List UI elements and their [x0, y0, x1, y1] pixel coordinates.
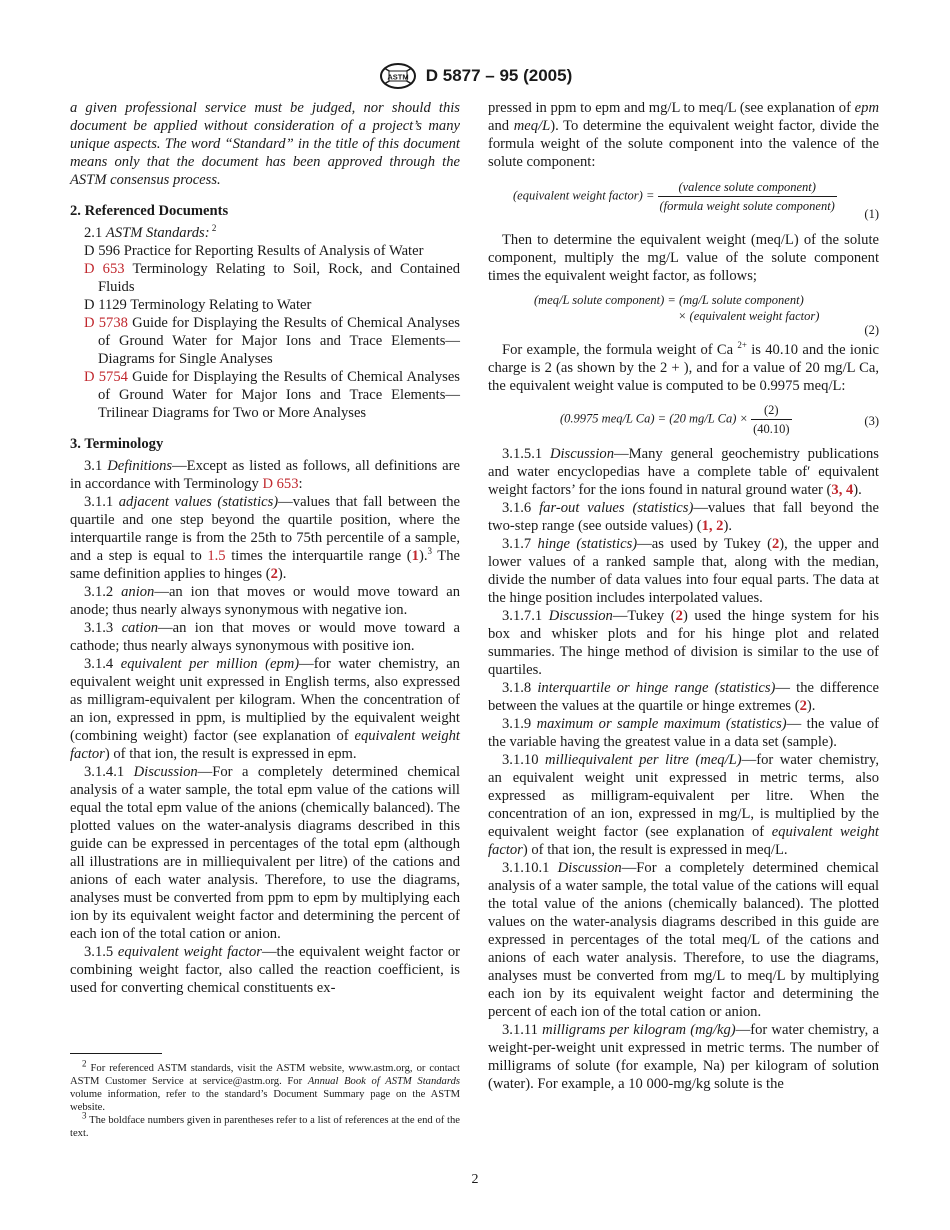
paragraph-example: For example, the formula weight of Ca $^{2+}$ is 40.10 and the ionic charge is 2 (as shown by the 2 + ), and for a value of 20 mg/L Ca, the equivalent weight value is computed to be 0.9975 meq/L: [488, 340, 879, 394]
equation-2-number: (2) [864, 323, 879, 337]
paragraph-3-1-8: 3.1.8 interquartile or hinge range (statistics)— the difference between the values at the quartile or hinge extremes (2). [488, 680, 880, 714]
ref-link-2[interactable]: 2 [270, 566, 278, 582]
footnote-rule [70, 1053, 162, 1054]
equation-1-number: (1) [864, 207, 879, 221]
footnotes [70, 1058, 460, 1140]
reference-d596: D 596 Practice for Reporting Results of Analysis of Water [84, 243, 424, 259]
footnote-3: $^3$ The boldface numbers given in parentheses refer to a list of references at the end of the text. [70, 1110, 460, 1139]
paragraph-3-1: 3.1 Definitions—Except as listed as follows, all definitions are in accordance with Terminology D 653: [70, 458, 460, 492]
paragraph-3-1-7: 3.1.7 hinge (statistics)—as used by Tukey (2), the upper and lower values of a ranked sample that, along with the median, divide the number of data values into four equal parts. The data at the hinge position includes interpolated values. [488, 536, 879, 606]
astm-logo-icon [378, 62, 418, 90]
paragraph-3-1-11: 3.1.11 milligrams per kilogram (mg/kg)—for water chemistry, a weight-per-weight unit expressed in metric terms. The number of milligrams of solute (for example, Na) per kilogram of solution (water). For example, a 10 000-mg/kg solute is the [488, 1022, 879, 1092]
paragraph-3-1-5-1: 3.1.5.1 Discussion—Many general geochemistry publications and water encyclopedias have a complete table of′ equivalent weight factors’ for the ions found in natural ground water (3, 4). [488, 446, 879, 498]
document-title: D 5877 – 95 (2005) [425, 66, 573, 85]
equation-2: (meq/L solute component) = (mg/L solute component) × (equivalent weight factor) (2) [534, 293, 879, 337]
equation-3: (0.9975 meq/L Ca) = (20 mg/L Ca) × $\frac{(2)}{(40.10)}$ (3) [560, 403, 879, 436]
paragraph-3-1-4-1: 3.1.4.1 Discussion—For a completely determined chemical analysis of a water sample, the total epm value of the cations will equal the total epm value of the anions (chemically balanced). The plotted values on the water-analysis diagrams described in this guide can be expressed in percentages of the total epm (although all illustrations are in milliequivalent per litre) of the cations and anions of each water analysis. Therefore, to use the diagrams, analyses must be converted from ppm to epm by multiplying each ion by its equivalent weight factor and determining the percent of each ion of the total cation or anion. [70, 764, 460, 942]
paragraph-3-1-6: 3.1.6 far-out values (statistics)—values that fall beyond the two-step range (see outside values) (1, 2). [488, 500, 880, 534]
footnote-2: $^2$ For referenced ASTM standards, visit the ASTM website, www.astm.org, or contact ASTM Customer Service at service@astm.org. For Annual Book of ASTM Standards volume information, refer to the standard’s Document Summary page on the ASTM website. [70, 1058, 460, 1113]
section-heading-referenced-documents: 2. Referenced Documents [70, 203, 229, 219]
link-1-5[interactable]: 1.5 [207, 548, 226, 564]
paragraph-3-1-2: 3.1.2 anion—an ion that moves or would move toward an anode; thus nearly always synonymous with negative ion. [70, 584, 460, 618]
paragraph-3-1-4: 3.1.4 equivalent per million (epm)—for water chemistry, an equivalent weight unit expressed in English terms, also expressed as milligram-equivalent per kilogram. When the concentration of an ion, expressed in ppm, is multiplied by the equivalent weight (combining weight) factor (see explanation of equivalent weight factor) of that ion, the result is expressed in epm. [70, 656, 460, 762]
left-column [70, 99, 460, 997]
paragraph-3-1-5: 3.1.5 equivalent weight factor—the equivalent weight factor or combining weight factor, also called the reaction coefficient, is used for converting chemical constituents ex- [70, 944, 460, 996]
ref-link-1-2[interactable]: 1, 2 [701, 518, 724, 534]
ref-link-3-4[interactable]: 3, 4 [831, 482, 854, 498]
reference-d5738: D 5738 Guide for Displaying the Results of Chemical Analyses of Ground Water for Major Ions and Trace Elements—Diagrams for Single Analyses [84, 315, 460, 367]
section-heading-terminology: 3. Terminology [70, 436, 164, 452]
paragraph-3-1-7-1: 3.1.7.1 Discussion—Tukey (2) used the hinge system for his box and whisker plots and for his hinge plot and related summaries. The hinge method of division is similar to the use of quartiles. [488, 608, 879, 678]
paragraph-2-1: 2.1 ASTM Standards: $^2$ [84, 223, 217, 241]
link-d5754[interactable]: D 5754 [84, 369, 128, 385]
page-number: 2 [471, 1172, 479, 1187]
right-column [488, 99, 879, 1093]
paragraph-3-1-9: 3.1.9 maximum or sample maximum (statistics)— the value of the variable having the greatest value in a data set (sample). [488, 716, 879, 750]
ref-link-2[interactable]: 2 [771, 536, 780, 552]
link-d653[interactable]: D 653 [84, 261, 125, 277]
paragraph-3-1-10: 3.1.10 milliequivalent per litre (meq/L)—for water chemistry, an equivalent weight unit expressed in metric terms, also expressed as milligram-equivalent per litre. When the concentration of an ion, expressed in mg/L, is multiplied by the equivalent weight factor (see explanation of equivalent weight factor) of that ion, the result is expressed in meq/L. [488, 752, 879, 858]
paragraph-3-1-1: 3.1.1 adjacent values (statistics)—values that fall between the quartile and one step beyond the quartile position, where the interquartile range is from the 25th to 75th percentile of a sample, and a step is equal to 1.5 times the interquartile range (1).$^3$ The same definition applies to hinges (2). [70, 494, 461, 582]
paragraph-continuation: pressed in ppm to epm and mg/L to meq/L (see explanation of epm and meq/L). To determine the equivalent weight factor, divide the formula weight of the solute component into the valence of the solute component: [488, 100, 880, 170]
link-d653-terminology[interactable]: D 653 [262, 476, 299, 492]
paragraph-3-1-10-1: 3.1.10.1 Discussion—For a completely determined chemical analysis of a water sample, the total value of the cations will equal the total value of the anions (chemically balanced). The plotted values on the water-analysis diagrams described in this guide are expressed in percentages of the total meq/L of the cations and anions of each water analysis. Therefore, to use the diagrams, analyses must be converted from mg/L to meq/L by multiplying each ion by its equivalent weight factor and determining the percent of each ion of the total cation or anion. [488, 860, 879, 1020]
ref-link-1[interactable]: 1 [411, 548, 419, 564]
link-d5738[interactable]: D 5738 [84, 315, 128, 331]
equation-1: (equivalent weight factor) = $\frac{\text{(valence solute component)}}{\text{(formula weight solute component)}}$ (1) [513, 180, 879, 221]
page-header [0, 62, 950, 90]
scope-continuation: a given professional service must be judged, nor should this document be applied without consideration of a project’s many unique aspects. The word “Standard” in the title of this document means only that the document has been approved through the ASTM consensus process. [70, 100, 460, 188]
svg-text:ASTM: ASTM [387, 72, 409, 82]
ref-link-2[interactable]: 2 [675, 608, 683, 624]
reference-d5754: D 5754 Guide for Displaying the Results of Chemical Analyses of Ground Water for Major Ions and Trace Elements—Trilinear Diagrams for Two or More Analyses [84, 369, 460, 421]
ref-link-2[interactable]: 2 [799, 698, 807, 714]
equation-3-number: (3) [864, 414, 879, 428]
reference-d653: D 653 Terminology Relating to Soil, Rock, and Contained Fluids [84, 261, 460, 295]
paragraph-equivalent-weight: Then to determine the equivalent weight (meq/L) of the solute component, multiply the mg/L value of the solute component times the equivalent weight factor, as follows; [488, 232, 879, 284]
reference-d1129: D 1129 Terminology Relating to Water [84, 297, 312, 313]
paragraph-3-1-3: 3.1.3 cation—an ion that moves or would move toward a cathode; thus nearly always synonymous with positive ion. [70, 620, 460, 654]
